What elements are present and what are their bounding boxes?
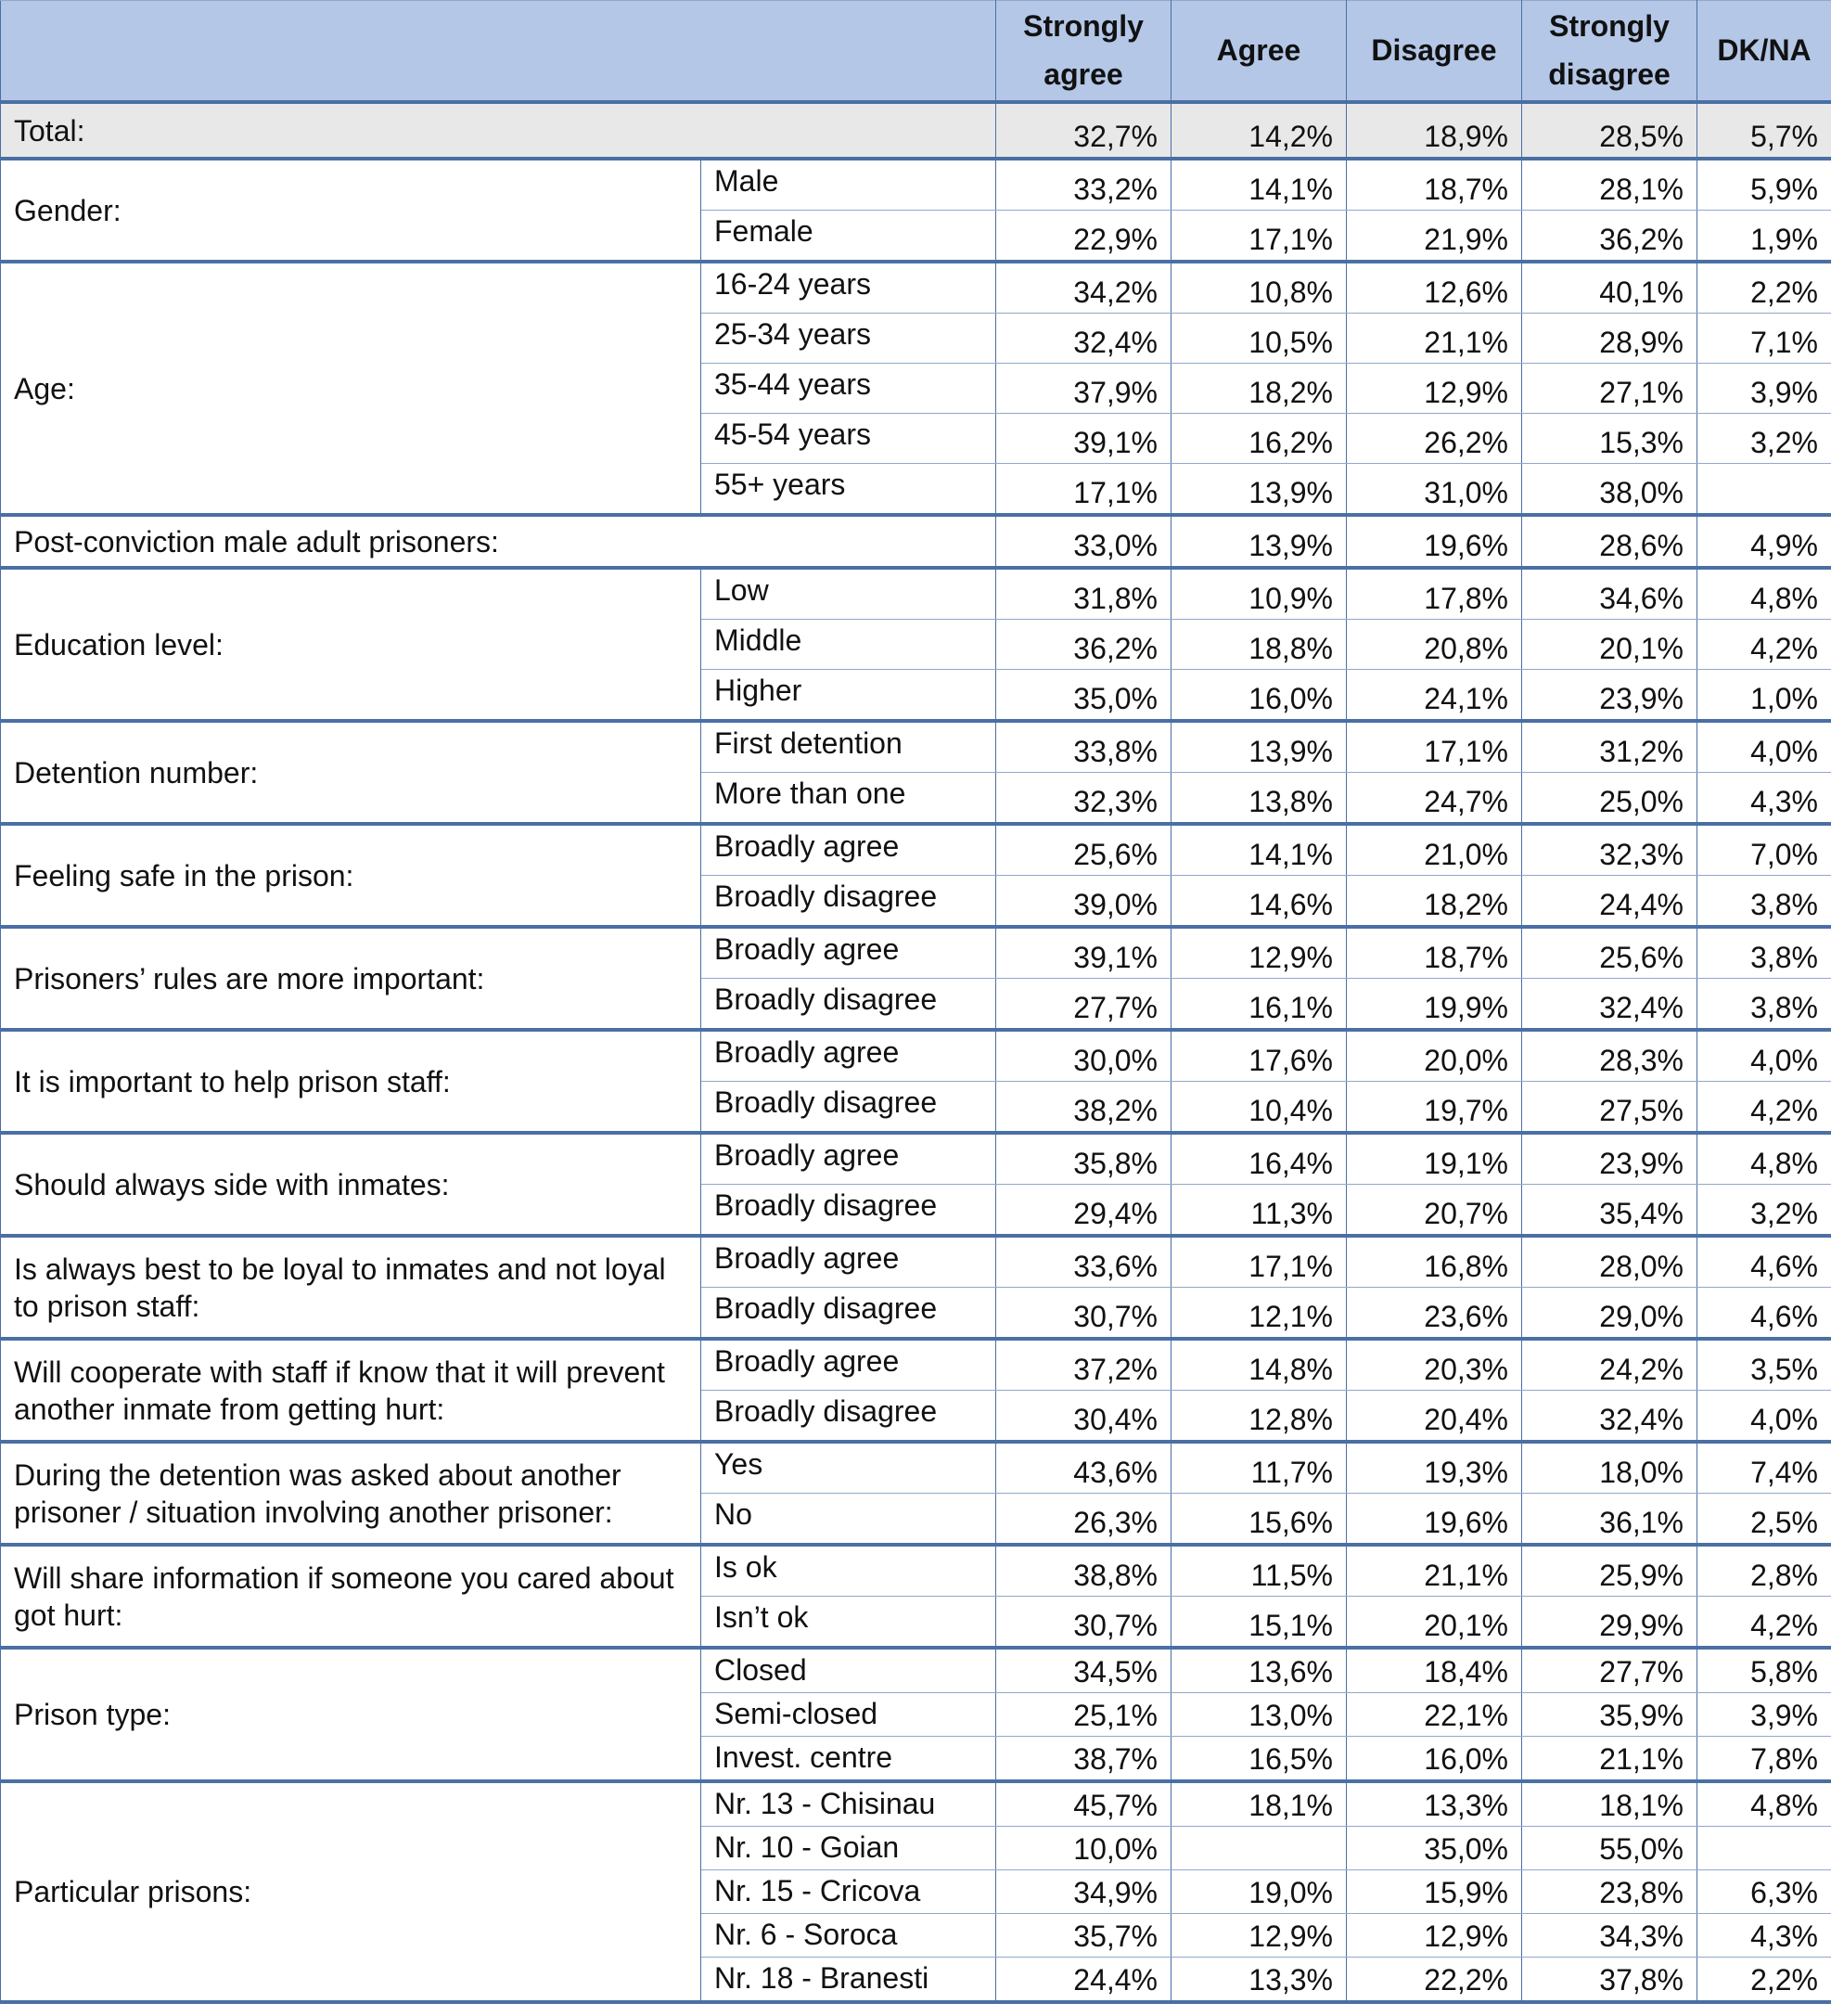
value-cell: 10,8% [1172,262,1347,314]
value-cell: 21,1% [1347,314,1522,364]
value-cell: 25,0% [1522,773,1697,825]
value-cell: 30,0% [996,1030,1172,1082]
value-cell: 24,4% [1522,876,1697,928]
value-cell: 14,6% [1172,876,1347,928]
value-cell: 25,1% [996,1693,1172,1737]
value-cell: 30,7% [996,1288,1172,1340]
value-cell: 7,0% [1697,824,1831,876]
header-dk-na: DK/NA [1697,1,1831,103]
table-row [1,1133,1831,1185]
value-cell: 16,0% [1347,1737,1522,1782]
value-cell: 4,2% [1697,1597,1831,1649]
value-cell: 10,0% [996,1827,1172,1870]
value-cell: 13,6% [1172,1648,1347,1693]
value-cell [1697,464,1831,516]
value-cell: 38,7% [996,1737,1172,1782]
value-cell: 29,0% [1522,1288,1697,1340]
subgroup-label: First detention [701,721,996,773]
total-value: 14,2% [1172,102,1347,159]
value-cell: 32,3% [1522,824,1697,876]
group-label: During the detention was asked about another prisoner / situation involving another prisoner: [1,1442,701,1545]
group-label: It is important to help prison staff: [1,1030,701,1133]
value-cell: 21,1% [1347,1545,1522,1597]
value-cell: 33,6% [996,1236,1172,1288]
value-cell: 13,9% [1172,515,1347,568]
subgroup-label: 35-44 years [701,364,996,414]
value-cell: 31,8% [996,568,1172,620]
value-cell: 18,7% [1347,927,1522,979]
value-cell: 26,3% [996,1494,1172,1546]
value-cell: 3,2% [1697,414,1831,464]
value-cell: 35,0% [1347,1827,1522,1870]
value-cell: 34,5% [996,1648,1172,1693]
value-cell: 6,3% [1697,1870,1831,1914]
header-row [1,1,1831,103]
group-label: Is always best to be loyal to inmates and not loyal to prison staff: [1,1236,701,1339]
value-cell: 4,8% [1697,1133,1831,1185]
value-cell: 16,4% [1172,1133,1347,1185]
value-cell: 25,9% [1522,1545,1697,1597]
value-cell: 19,0% [1172,1870,1347,1914]
value-cell: 24,7% [1347,773,1522,825]
value-cell: 18,7% [1347,159,1522,211]
group-label: Detention number: [1,721,701,824]
value-cell: 18,0% [1522,1442,1697,1494]
value-cell: 22,9% [996,211,1172,263]
group-label: Should always side with inmates: [1,1133,701,1236]
subgroup-label: Yes [701,1442,996,1494]
value-cell: 7,8% [1697,1737,1831,1782]
value-cell: 15,1% [1172,1597,1347,1649]
subgroup-label: Broadly agree [701,1133,996,1185]
value-cell: 13,9% [1172,464,1347,516]
table-row [1,1442,1831,1494]
value-cell: 35,8% [996,1133,1172,1185]
value-cell: 34,6% [1522,568,1697,620]
value-cell: 13,3% [1172,1958,1347,2003]
value-cell: 24,4% [996,1958,1172,2003]
value-cell: 35,9% [1522,1693,1697,1737]
value-cell: 21,0% [1347,824,1522,876]
subgroup-label: Broadly disagree [701,1391,996,1443]
value-cell: 12,1% [1172,1288,1347,1340]
value-cell: 13,9% [1172,721,1347,773]
value-cell: 33,2% [996,159,1172,211]
value-cell: 29,9% [1522,1597,1697,1649]
value-cell: 35,0% [996,670,1172,722]
total-value: 32,7% [996,102,1172,159]
header-strongly-agree: Strongly agree [996,1,1172,103]
table-row [1,1648,1831,1693]
subgroup-label: Broadly disagree [701,1288,996,1340]
table-row [1,568,1831,620]
table-row [1,515,1831,568]
subgroup-label: Isn’t ok [701,1597,996,1649]
value-cell: 24,1% [1347,670,1522,722]
table-row [1,262,1831,314]
value-cell: 23,9% [1522,1133,1697,1185]
total-row [1,102,1831,159]
subgroup-label: Nr. 10 - Goian [701,1827,996,1870]
value-cell: 28,9% [1522,314,1697,364]
subgroup-label: Broadly disagree [701,979,996,1031]
value-cell: 39,0% [996,876,1172,928]
header-agree: Agree [1172,1,1347,103]
value-cell: 19,7% [1347,1082,1522,1134]
value-cell: 34,2% [996,262,1172,314]
value-cell: 23,8% [1522,1870,1697,1914]
table-row [1,824,1831,876]
subgroup-label: Broadly agree [701,927,996,979]
value-cell: 27,7% [1522,1648,1697,1693]
value-cell: 24,2% [1522,1339,1697,1391]
value-cell: 20,0% [1347,1030,1522,1082]
value-cell: 2,8% [1697,1545,1831,1597]
value-cell: 16,8% [1347,1236,1522,1288]
value-cell: 39,1% [996,927,1172,979]
value-cell: 17,1% [1172,211,1347,263]
group-label: Age: [1,262,701,515]
value-cell: 17,1% [996,464,1172,516]
value-cell: 4,6% [1697,1236,1831,1288]
value-cell: 5,8% [1697,1648,1831,1693]
subgroup-label: Broadly disagree [701,1185,996,1237]
value-cell: 28,0% [1522,1236,1697,1288]
subgroup-label: Middle [701,620,996,670]
table-row [1,1236,1831,1288]
value-cell: 7,4% [1697,1442,1831,1494]
value-cell: 12,6% [1347,262,1522,314]
group-label: Prisoners’ rules are more important: [1,927,701,1030]
value-cell: 23,6% [1347,1288,1522,1340]
value-cell: 3,5% [1697,1339,1831,1391]
value-cell: 4,0% [1697,721,1831,773]
table-row [1,1030,1831,1082]
value-cell: 12,8% [1172,1391,1347,1443]
value-cell: 4,9% [1697,515,1831,568]
value-cell: 3,8% [1697,927,1831,979]
value-cell: 31,2% [1522,721,1697,773]
value-cell: 38,2% [996,1082,1172,1134]
value-cell: 4,0% [1697,1030,1831,1082]
value-cell: 15,3% [1522,414,1697,464]
value-cell: 11,5% [1172,1545,1347,1597]
table-row [1,721,1831,773]
total-value: 5,7% [1697,102,1831,159]
value-cell [1697,1827,1831,1870]
value-cell: 19,9% [1347,979,1522,1031]
value-cell: 4,2% [1697,620,1831,670]
header-disagree: Disagree [1347,1,1522,103]
value-cell: 19,3% [1347,1442,1522,1494]
value-cell: 10,5% [1172,314,1347,364]
subgroup-label: Broadly disagree [701,1082,996,1134]
value-cell: 35,4% [1522,1185,1697,1237]
value-cell: 36,2% [996,620,1172,670]
header-strongly-disagree: Strongly disagree [1522,1,1697,103]
value-cell: 2,2% [1697,262,1831,314]
group-label: Gender: [1,159,701,262]
value-cell: 17,1% [1172,1236,1347,1288]
value-cell: 14,1% [1172,824,1347,876]
value-cell: 34,3% [1522,1914,1697,1958]
subgroup-label: Closed [701,1648,996,1693]
table-row [1,1781,1831,1827]
subgroup-label: Male [701,159,996,211]
value-cell: 4,0% [1697,1391,1831,1443]
value-cell: 40,1% [1522,262,1697,314]
subgroup-label: Broadly agree [701,1339,996,1391]
value-cell: 3,9% [1697,364,1831,414]
value-cell: 17,8% [1347,568,1522,620]
value-cell: 33,8% [996,721,1172,773]
value-cell: 3,2% [1697,1185,1831,1237]
value-cell: 21,9% [1347,211,1522,263]
value-cell: 10,4% [1172,1082,1347,1134]
value-cell: 21,1% [1522,1737,1697,1782]
table-row [1,159,1831,211]
subgroup-label: Semi-closed [701,1693,996,1737]
value-cell: 22,2% [1347,1958,1522,2003]
value-cell: 13,3% [1347,1781,1522,1827]
value-cell: 38,0% [1522,464,1697,516]
subgroup-label: Broadly agree [701,824,996,876]
value-cell: 4,3% [1697,773,1831,825]
value-cell: 27,1% [1522,364,1697,414]
value-cell: 34,9% [996,1870,1172,1914]
value-cell: 29,4% [996,1185,1172,1237]
value-cell: 28,1% [1522,159,1697,211]
value-cell: 25,6% [996,824,1172,876]
value-cell: 19,1% [1347,1133,1522,1185]
value-cell: 11,7% [1172,1442,1347,1494]
subgroup-label: More than one [701,773,996,825]
value-cell: 2,5% [1697,1494,1831,1546]
subgroup-label: Low [701,568,996,620]
subgroup-label: Nr. 15 - Cricova [701,1870,996,1914]
value-cell: 4,2% [1697,1082,1831,1134]
value-cell: 12,9% [1347,1914,1522,1958]
value-cell: 18,2% [1347,876,1522,928]
value-cell: 3,9% [1697,1693,1831,1737]
value-cell: 18,4% [1347,1648,1522,1693]
value-cell: 28,3% [1522,1030,1697,1082]
value-cell: 26,2% [1347,414,1522,464]
subgroup-label: 16-24 years [701,262,996,314]
value-cell: 3,8% [1697,979,1831,1031]
table-body [1,102,1831,2002]
value-cell: 20,1% [1522,620,1697,670]
value-cell: 37,9% [996,364,1172,414]
subgroup-label: 45-54 years [701,414,996,464]
value-cell: 18,1% [1522,1781,1697,1827]
total-value: 28,5% [1522,102,1697,159]
value-cell: 18,1% [1172,1781,1347,1827]
value-cell: 15,9% [1347,1870,1522,1914]
value-cell: 19,6% [1347,1494,1522,1546]
value-cell [1172,1827,1347,1870]
value-cell: 20,1% [1347,1597,1522,1649]
table-row [1,1545,1831,1597]
subgroup-label: Female [701,211,996,263]
value-cell: 43,6% [996,1442,1172,1494]
value-cell: 22,1% [1347,1693,1522,1737]
value-cell: 11,3% [1172,1185,1347,1237]
value-cell: 35,7% [996,1914,1172,1958]
value-cell: 17,6% [1172,1030,1347,1082]
subgroup-label: Broadly agree [701,1236,996,1288]
value-cell: 27,7% [996,979,1172,1031]
group-label: Particular prisons: [1,1781,701,2002]
value-cell: 32,4% [996,314,1172,364]
value-cell: 13,0% [1172,1693,1347,1737]
subgroup-label: 25-34 years [701,314,996,364]
value-cell: 28,6% [1522,515,1697,568]
value-cell: 19,6% [1347,515,1522,568]
value-cell: 12,9% [1172,1914,1347,1958]
total-value: 18,9% [1347,102,1522,159]
header-blank [1,1,996,103]
subgroup-label: Higher [701,670,996,722]
value-cell: 4,6% [1697,1288,1831,1340]
value-cell: 23,9% [1522,670,1697,722]
value-cell: 55,0% [1522,1827,1697,1870]
value-cell: 1,0% [1697,670,1831,722]
value-cell: 13,8% [1172,773,1347,825]
subgroup-label: No [701,1494,996,1546]
value-cell: 27,5% [1522,1082,1697,1134]
value-cell: 18,2% [1172,364,1347,414]
value-cell: 32,4% [1522,979,1697,1031]
group-label: Post-conviction male adult prisoners: [1,515,996,568]
value-cell: 16,2% [1172,414,1347,464]
value-cell: 15,6% [1172,1494,1347,1546]
value-cell: 4,8% [1697,1781,1831,1827]
subgroup-label: Broadly disagree [701,876,996,928]
value-cell: 39,1% [996,414,1172,464]
value-cell: 4,8% [1697,568,1831,620]
table-row [1,1339,1831,1391]
value-cell: 12,9% [1347,364,1522,414]
group-label: Prison type: [1,1648,701,1781]
group-label: Will cooperate with staff if know that it will prevent another inmate from getting hurt: [1,1339,701,1442]
value-cell: 31,0% [1347,464,1522,516]
group-label: Education level: [1,568,701,721]
value-cell: 20,3% [1347,1339,1522,1391]
value-cell: 36,2% [1522,211,1697,263]
subgroup-label: Nr. 18 - Branesti [701,1958,996,2003]
value-cell: 33,0% [996,515,1172,568]
value-cell: 32,4% [1522,1391,1697,1443]
value-cell: 25,6% [1522,927,1697,979]
value-cell: 30,4% [996,1391,1172,1443]
value-cell: 16,1% [1172,979,1347,1031]
value-cell: 4,3% [1697,1914,1831,1958]
value-cell: 1,9% [1697,211,1831,263]
value-cell: 3,8% [1697,876,1831,928]
value-cell: 18,8% [1172,620,1347,670]
table-row [1,927,1831,979]
value-cell: 32,3% [996,773,1172,825]
value-cell: 30,7% [996,1597,1172,1649]
subgroup-label: Is ok [701,1545,996,1597]
value-cell: 16,5% [1172,1737,1347,1782]
value-cell: 36,1% [1522,1494,1697,1546]
value-cell: 20,4% [1347,1391,1522,1443]
value-cell: 2,2% [1697,1958,1831,2003]
subgroup-label: Nr. 6 - Soroca [701,1914,996,1958]
value-cell: 7,1% [1697,314,1831,364]
value-cell: 45,7% [996,1781,1172,1827]
total-label: Total: [1,102,996,159]
value-cell: 5,9% [1697,159,1831,211]
group-label: Will share information if someone you cared about got hurt: [1,1545,701,1648]
value-cell: 14,1% [1172,159,1347,211]
value-cell: 37,8% [1522,1958,1697,2003]
subgroup-label: 55+ years [701,464,996,516]
value-cell: 10,9% [1172,568,1347,620]
value-cell: 20,7% [1347,1185,1522,1237]
subgroup-label: Invest. centre [701,1737,996,1782]
value-cell: 14,8% [1172,1339,1347,1391]
subgroup-label: Broadly agree [701,1030,996,1082]
value-cell: 37,2% [996,1339,1172,1391]
value-cell: 38,8% [996,1545,1172,1597]
value-cell: 12,9% [1172,927,1347,979]
value-cell: 17,1% [1347,721,1522,773]
value-cell: 20,8% [1347,620,1522,670]
subgroup-label: Nr. 13 - Chisinau [701,1781,996,1827]
value-cell: 16,0% [1172,670,1347,722]
group-label: Feeling safe in the prison: [1,824,701,927]
